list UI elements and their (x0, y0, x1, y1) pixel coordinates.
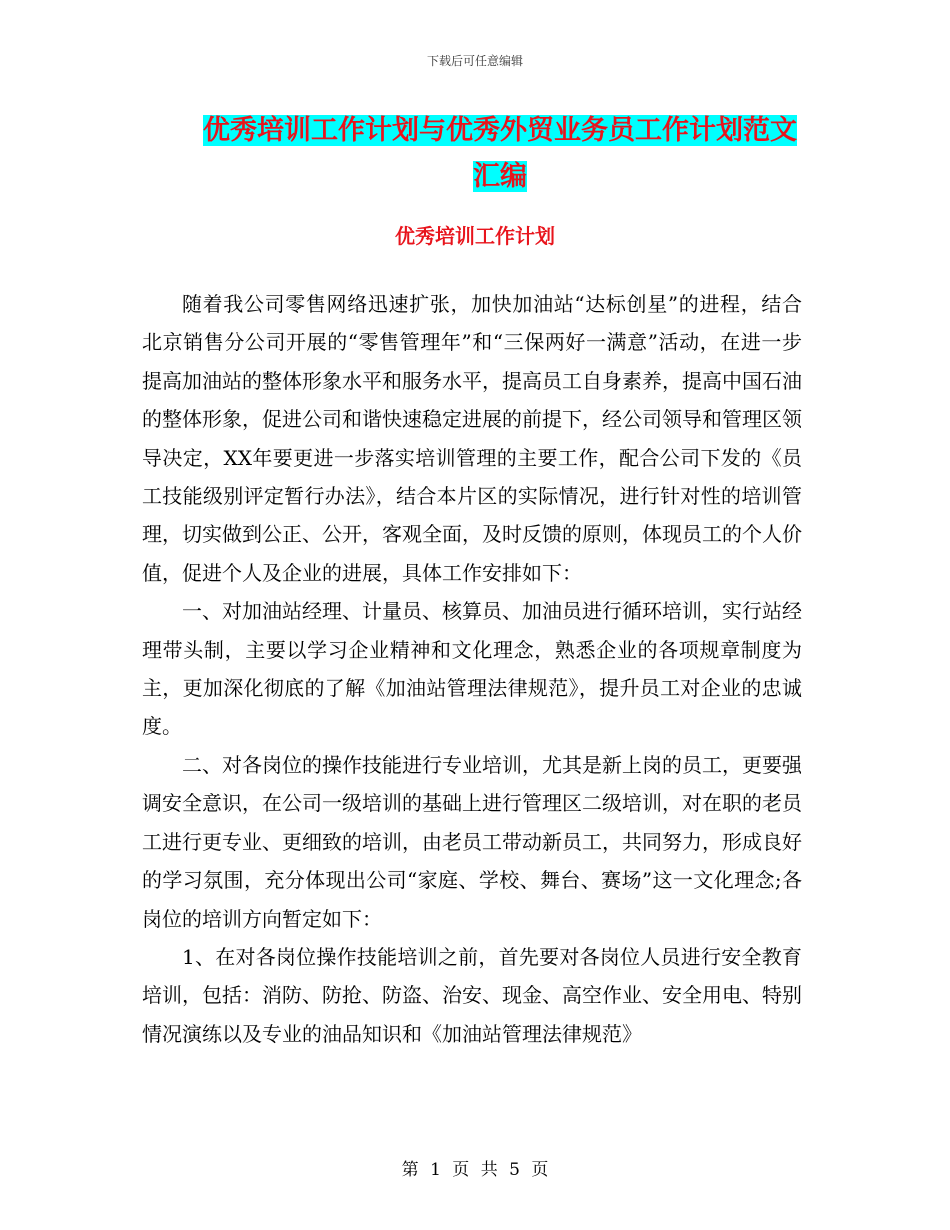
body-text (142, 285, 802, 1053)
paragraph-item-1: 一、对加油站经理、计量员、核算员、加油员进行循环培训，实行站经理带头制，主要以学习企业精神和文化理念，熟悉企业的各项规章制度为主，更加深化彻底的了解《加油站管理法律规范》，提升员工对企业的忠诚度。 (142, 599, 802, 739)
page-footer: 第 1 页 共 5 页 (401, 1160, 549, 1180)
paragraph-intro: 随着我公司零售网络迅速扩张，加快加油站“达标创星”的进程，结合北京销售分公司开展的“零售管理年”和“三保两好一满意”活动，在进一步提高加油站的整体形象水平和服务水平，提高员工自身素养，提高中国石油的整体形象，促进公司和谐快速稳定进展的前提下，经公司领导和管理区领导决定，XX年要更进一步落实培训管理的主要工作，配合公司下发的《员工技能级别评定暂行办法》，结合本片区的实际情况，进行针对性的培训管理，切实做到公正、公开，客观全面，及时反馈的原则，体现员工的个人价值，促进个人及企业的进展，具体工作安排如下： (142, 292, 802, 585)
section-title: 优秀培训工作计划 (395, 224, 555, 248)
page-header-note: 下载后可任意编辑 (426, 54, 523, 68)
document-title-text: 优秀培训工作计划与优秀外贸业务员工作计划范文汇编 (203, 115, 797, 192)
paragraph-item-3: 1、在对各岗位操作技能培训之前，首先要对各岗位人员进行安全教育培训，包括：消防、防抢、防盗、治安、现金、高空作业、安全用电、特别情况演练以及专业的油品知识和《加油站管理法律规范》 (142, 944, 802, 1046)
document-title (195, 108, 805, 200)
paragraph-item-2: 二、对各岗位的操作技能进行专业培训，尤其是新上岗的员工，更要强调安全意识，在公司一级培训的基础上进行管理区二级培训，对在职的老员工进行更专业、更细致的培训，由老员工带动新员工，共同努力，形成良好的学习氛围，充分体现出公司“家庭、学校、舞台、赛场”这一文化理念;各岗位的培训方向暂定如下： (142, 752, 802, 931)
